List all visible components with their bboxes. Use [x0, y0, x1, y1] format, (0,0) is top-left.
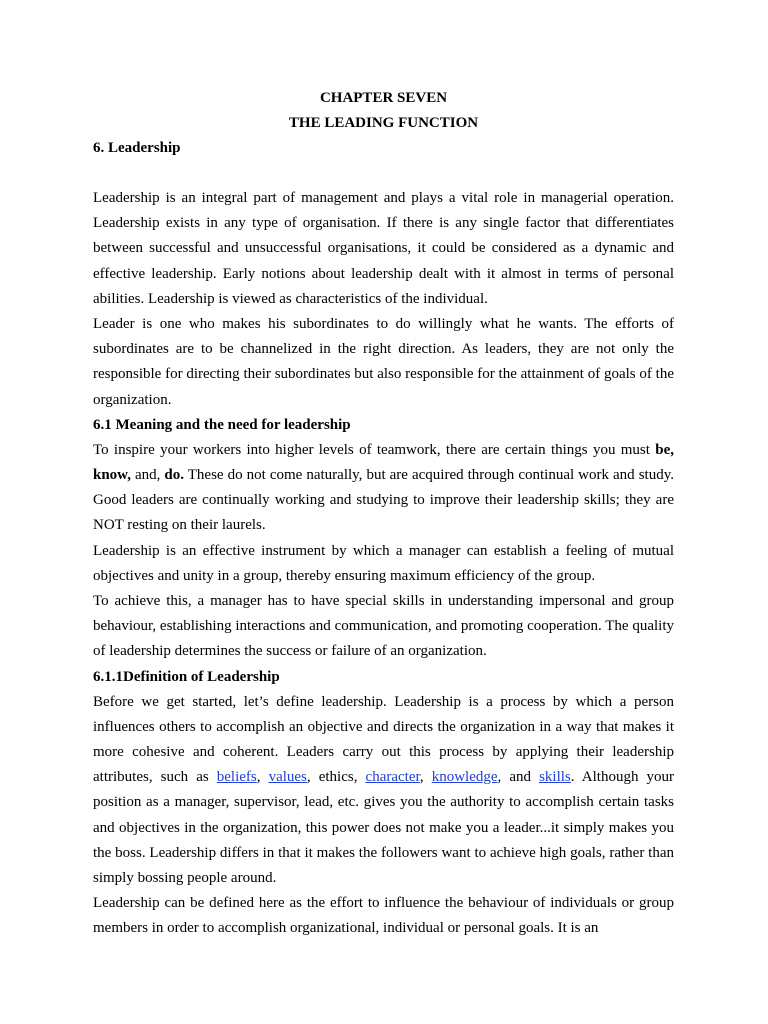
meaning-paragraph-3: To achieve this, a manager has to have special skills in understanding impersonal and group behaviour, establishing interactions and communication, and promoting cooperation. The quality of leadership determines the success or failure of an organization.	[93, 593, 674, 660]
link-character[interactable]: character	[365, 769, 420, 786]
text-run: These do not come naturally, but are acquired through continual work and study. Good leaders are continually working and studying to improve their leadership skills; they are NOT resting on their laurels.	[93, 467, 674, 534]
section-heading-definition: 6.1.1Definition of Leadership	[93, 668, 280, 685]
chapter-title: THE LEADING FUNCTION	[288, 115, 479, 131]
meaning-paragraph-2: Leadership is an effective instrument by which a manager can establish a feeling of mutual objectives and unity in a group, thereby ensuring maximum efficiency of the group.	[93, 542, 674, 584]
definition-paragraph-2: Leadership can be defined here as the effort to influence the behaviour of individuals or group members in order to accomplish organizational, individual or personal goals. It is an	[93, 895, 674, 937]
bold-text-be-know: be, know,	[93, 441, 674, 484]
bold-text-do: do.	[164, 467, 185, 484]
definition-paragraph-1	[93, 690, 674, 892]
meaning-paragraph-1	[93, 438, 674, 539]
text-run: ,	[256, 769, 269, 786]
text-run: and,	[130, 467, 165, 484]
section-heading-meaning: 6.1 Meaning and the need for leadership	[93, 416, 351, 433]
text-run: Before we get started, let’s define leadership. Leadership is a process by which a person influences others to accomplish an objective and directs the organization in a way that makes it more cohesive and coherent. Leaders carry out this process by applying their leadership attributes, such as	[93, 693, 674, 786]
text-run: , and	[497, 769, 540, 786]
intro-paragraph-2: Leader is one who makes his subordinates to do willingly what he wants. The efforts of subordinates are to be channelized in the right direction. As leaders, they are not only the responsible for directing their subordinates but also responsible for the attainment of goals of the organization.	[93, 316, 674, 408]
text-run: To inspire your workers into higher levels of teamwork, there are certain things you must	[93, 441, 656, 458]
chapter-number: CHAPTER SEVEN	[319, 90, 448, 106]
link-values[interactable]: values	[268, 769, 307, 786]
link-skills[interactable]: skills	[539, 769, 571, 786]
section-heading-leadership: 6. Leadership	[93, 140, 181, 156]
text-run: , ethics,	[306, 769, 366, 786]
text-run: . Although your position as a manager, supervisor, lead, etc. gives you the authority to accomplish certain tasks and objectives in the organization, this power does not make you a leader...it simply makes you the boss. Leadership differs in that it makes the followers want to achieve high goals, rather than simply bossing people around.	[93, 769, 674, 887]
link-beliefs[interactable]: beliefs	[216, 769, 257, 786]
link-knowledge[interactable]: knowledge	[431, 769, 498, 786]
intro-paragraph-1: Leadership is an integral part of management and plays a vital role in managerial operation. Leadership exists in any type of organisation. If there is any single factor that differentiates between successful and unsuccessful organisations, it could be considered as a dynamic and effective leadership. Early notions about leadership dealt with it almost in terms of personal abilities. Leadership is viewed as characteristics of the individual.	[93, 190, 674, 307]
text-run: ,	[419, 769, 432, 786]
